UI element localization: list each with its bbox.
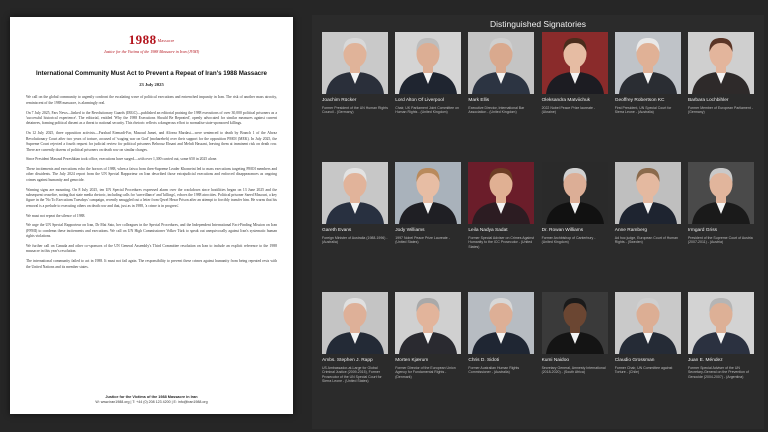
signatory-portrait [395, 162, 461, 224]
signatories-grid [322, 32, 754, 422]
signatory-name: Jody Williams [395, 228, 425, 233]
signatory-description: President of the Supreme Court of Austria (2007-2011) - (Austria) [687, 235, 753, 245]
signatory-card [542, 292, 608, 422]
signatory-portrait [688, 32, 754, 94]
signatory-name: Lord Alton Of Liverpool [395, 98, 444, 103]
body-paragraph: We must not repeat the silence of 1988. [26, 213, 86, 218]
signatory-card [542, 32, 608, 162]
signatories-panel [312, 15, 764, 429]
signatory-card [322, 292, 388, 422]
signatory-name: Kumi Naidoo [541, 358, 570, 363]
signatory-card [395, 292, 461, 422]
signatory-description: 1997 Nobel Peace Prize Laureate - (United States) [395, 235, 450, 245]
signatory-name: Irmgard Griss [687, 228, 717, 233]
signatory-portrait [468, 292, 534, 354]
signatory-card [468, 32, 534, 162]
signatory-card [688, 32, 754, 162]
signatory-card [395, 32, 461, 162]
footer-organization: Justice for the Victims of the 1988 Massacre in Iran [105, 395, 198, 399]
signatory-card [688, 162, 754, 292]
signatory-portrait [322, 292, 388, 354]
document-body [26, 95, 277, 270]
logo-text: 1988 [128, 32, 157, 47]
organization-logo [26, 31, 277, 47]
signatory-card [322, 162, 388, 292]
body-paragraph: Since President Masoud Pezeshkian took office, executions have surged—with over 1,300 carried out, some 650 in 2025 alone. [26, 157, 218, 162]
signatory-portrait [615, 292, 681, 354]
signatory-description: Former Chair, UN Committee against Torture - (Chile) [614, 365, 673, 375]
signatory-name: Morten Kjærum [395, 358, 429, 363]
signatory-portrait [468, 162, 534, 224]
signatory-name: Geoffrey Robertson KC [614, 98, 665, 103]
signatory-portrait [322, 32, 388, 94]
signatory-portrait [615, 32, 681, 94]
press-release-document [10, 17, 293, 414]
signatory-description: 2022 Nobel Peace Prize laureate - (Ukraine) [541, 105, 596, 115]
signatory-portrait [322, 162, 388, 224]
signatory-card [468, 162, 534, 292]
signatory-name: Anne Ramberg [614, 228, 648, 233]
signatory-portrait [468, 32, 534, 94]
document-footer [10, 395, 293, 404]
signatory-portrait [688, 162, 754, 224]
logo-subtext: Massacre [157, 37, 175, 43]
signatory-description: Chair, UK Parliament Joint Committee on Human Rights - (United Kingdom) [395, 105, 459, 115]
signatory-portrait [395, 32, 461, 94]
signatory-portrait [615, 162, 681, 224]
signatory-name: Gareth Evans [322, 228, 352, 233]
signatory-description: Former Special Adviser on Crimes Against Humanity to the ICC Prosecutor - (United States) [468, 235, 534, 249]
signatory-name: Ambs. Stephen J. Rapp [322, 358, 373, 363]
signatory-card [542, 162, 608, 292]
signatory-name: Dr. Rowan Williams [541, 228, 584, 233]
signatory-description: Former Australian Human Rights Commissioner - (Australia) [468, 365, 520, 375]
signatory-description: Former Special Adviser of the UN Secretary-General on the Prevention of Genocide (2004-2007) - (Argentina) [687, 365, 749, 379]
body-paragraph: We urge the UN Special Rapporteur on Iran, Dr Mai Sato, her colleagues in the Special Procedures, and the Independent International Fact-Finding Mission on Iran (FFMI) to condemn these incitements and executions. We call on UN High Commissioner Volker Türk to speak out unequivocally against Iran's systematic human rights violations. [26, 223, 277, 239]
footer-contact: W: www.iran1988.org | T: +44 (0) 208 123 4200 | E: info@iran1988.org [95, 400, 208, 404]
signatory-name: Mark Ellis [468, 98, 490, 103]
body-paragraph: We call on the global community to urgently confront the escalating wave of political executions and entrenched impunity in Iran. The risk of another mass atrocity, reminiscent of the 1988 massacre, is alarmingly real. [26, 95, 277, 105]
body-paragraph: We further call on Canada and other co-sponsors of the UN General Assembly's Third Committee resolution on Iran to include an explicit reference to the 1988 massacre in this year's resolution. [26, 244, 277, 254]
body-paragraph: Warning signs are mounting. On 8 July 2025, ten UN Special Procedures expressed alarm over the crackdown since hostilities began on 13 June 2025 and the subsequent ceasefire, noting that state media rhetoric, including calls for 'surveillance' and 'killings', echoes the 1988 atrocities. Political prisoner Saeed Masouri, a key figure in the 'No To Executions Tuesdays' campaign, recently smuggled out a letter from Qezel Hesar Prison after an attempt to forcibly transfer him. He warns that his removal is a prelude to executing others on death row and that, just as in 1988, 'a crime is in progress'. [26, 187, 277, 208]
signatory-card [322, 32, 388, 162]
document-title: International Community Must Act to Prevent a Repeat of Iran's 1988 Massacre [36, 70, 267, 77]
signatory-portrait [542, 292, 608, 354]
signatory-portrait [542, 162, 608, 224]
body-paragraph: These incitements and executions echo the horrors of 1988, when a fatwa from then-Supreme Leader Khomeini led to mass executions targeting PMOI members and other dissidents. The July 2024 report from the UN Special Rapporteur on Iran described those extrajudicial executions and enforced disappearances as ongoing crimes against humanity and genocide. [26, 167, 277, 182]
signatory-name: Chris D. Sidoti [468, 358, 500, 363]
document-date: 23 July 2025 [139, 82, 164, 88]
signatory-name: Barbara Lochbihler [687, 98, 729, 103]
signatory-name: Oleksandra Matviichuk [541, 98, 591, 103]
signatory-description: Former Director of the European Union Agency for Fundamental Rights - (Denmark) [395, 365, 456, 379]
signatory-card [615, 292, 681, 422]
signatory-portrait [395, 292, 461, 354]
signatory-description: First President, UN Special Court for Sierra Leone - (Australia) [614, 105, 672, 115]
signatory-name: Leila Nadya Sadat [468, 228, 508, 233]
signatory-portrait [542, 32, 608, 94]
body-paragraph: On 7 July 2025, Fars News—linked to the Revolutionary Guards (IRGC)—published an editorial praising the 1988 executions of over 30,000 political prisoners as a 'successful historical experience'. The editorial, entitled 'Why the 1988 Executions Should Be Repeated', openly advocated for similar measures against current detainees, framing political dissent as a threat to national security. This rhetoric reflects a dangerous effort to normalise state-sponsored killings. [26, 110, 277, 126]
body-paragraph: On 12 July 2025, three opposition activists—Farshad Etemadi-Far, Masoud Jamei, and Alireza Mardasi—were sentenced to death by Branch 1 of the Ahvaz Revolutionary Court after two years of torture, accused of 'waging war on God' (moharebeh) over their support for the opposition PMOI (MEK). In July 2025, the Supreme Court rejected a fourth request for judicial review for political prisoners Behrouz Ehsani and Mehdi Hassani, leaving them at imminent risk on death row. There are currently dozens of political prisoners on death row on similar charges. [26, 131, 277, 152]
signatory-card [468, 292, 534, 422]
signatory-card [615, 32, 681, 162]
body-paragraph: The international community failed to act in 1988. It must not fail again. The responsibility to prevent these crimes against humanity from being repeated rests with the United Nations and its member states. [26, 259, 277, 269]
signatory-description: US Ambassador-at-Large for Global Criminal Justice (2009-2015), Former Prosecutor of the UN Special Court for Sierra Leone - (United States) [322, 365, 382, 383]
signatory-name: Juan E. Méndez [687, 358, 723, 363]
panel-title: Distinguished Signatories [490, 19, 586, 29]
signatory-description: Former President of the UN Human Rights Council - (Germany) [322, 105, 388, 115]
signatory-portrait [688, 292, 754, 354]
organization-tagline: Justice for the Victims of the 1988 Massacre in Iran (JVMI) [103, 49, 200, 54]
signatory-card [688, 292, 754, 422]
signatory-card [395, 162, 461, 292]
signatory-description: Former Archbishop of Canterbury - (United Kingdom) [541, 235, 596, 245]
signatory-description: Executive Director, International Bar Association - (United Kingdom) [468, 105, 525, 115]
signatory-description: Former Member of European Parliament - (Germany) [687, 105, 753, 115]
signatory-name: Joachim Rücker [322, 98, 357, 103]
signatory-description: Ad hoc judge, European Court of Human Rights - (Sweden) [614, 235, 678, 245]
signatory-description: Foreign Minister of Australia (1988-1996) - (Australia) [322, 235, 388, 245]
signatory-name: Claudio Grossman [614, 358, 655, 363]
signatory-card [615, 162, 681, 292]
signatory-description: Secretary General, Amnesty International (2018-2020) - (South Africa) [541, 365, 606, 375]
